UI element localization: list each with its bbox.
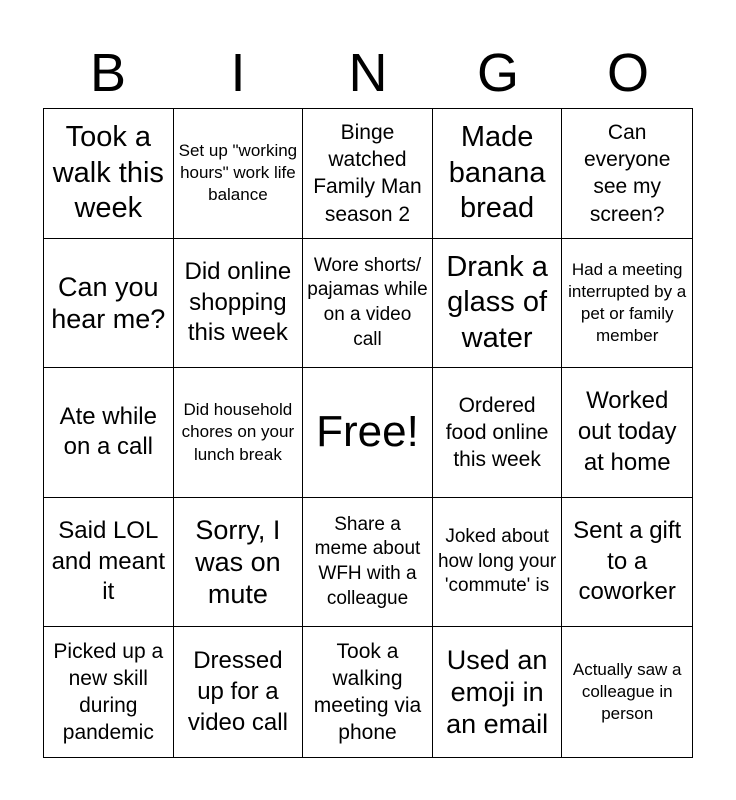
free-space-cell[interactable]	[303, 368, 433, 498]
cell-text: Did household chores on your lunch break	[181, 400, 295, 464]
bingo-cell[interactable]	[303, 627, 433, 757]
cell-text: Joked about how long your 'commute' is	[437, 526, 557, 597]
cell-text: Ordered food online this week	[445, 393, 549, 472]
cell-text: Used an emoji in an email	[446, 644, 549, 740]
cell-text: Binge watched Family Man season 2	[313, 120, 422, 226]
bingo-cell[interactable]	[44, 109, 174, 239]
bingo-cell[interactable]	[562, 368, 692, 498]
header-letter-b: B	[89, 43, 127, 103]
bingo-board	[43, 108, 693, 758]
bingo-cell[interactable]	[44, 627, 174, 757]
cell-text: Made banana bread	[448, 121, 546, 224]
bingo-cell[interactable]	[303, 109, 433, 239]
bingo-cell[interactable]	[174, 109, 304, 239]
bingo-cell[interactable]	[562, 109, 692, 239]
bingo-cell[interactable]	[303, 498, 433, 628]
bingo-cell[interactable]	[433, 109, 563, 239]
bingo-header	[43, 40, 693, 106]
bingo-cell[interactable]	[433, 627, 563, 757]
cell-text: Can you hear me?	[51, 271, 166, 334]
cell-text: Dressed up for a video call	[187, 647, 288, 736]
header-letter-g: G	[476, 43, 519, 103]
cell-text: Worked out today at home	[577, 387, 677, 476]
cell-text: Ate while on a call	[59, 402, 157, 461]
cell-text: Set up "working hours" work life balance	[178, 141, 298, 205]
cell-text: Wore shorts/ pajamas while on a video call	[307, 254, 428, 350]
bingo-cell[interactable]	[174, 368, 304, 498]
cell-text: Took a walking meeting via phone	[313, 639, 422, 745]
free-space-text: Free!	[316, 407, 419, 457]
bingo-cell[interactable]	[174, 498, 304, 628]
bingo-cell[interactable]	[174, 239, 304, 369]
bingo-cell[interactable]	[303, 239, 433, 369]
cell-text: Share a meme about WFH with a colleague	[314, 513, 421, 609]
cell-text: Took a walk this week	[52, 121, 164, 224]
cell-text: Actually saw a colleague in person	[572, 660, 682, 724]
header-letter-n: N	[348, 43, 388, 103]
cell-text: Sent a gift to a coworker	[573, 517, 682, 606]
bingo-cell[interactable]	[44, 368, 174, 498]
bingo-cell[interactable]	[562, 239, 692, 369]
header-letter-i: I	[230, 43, 246, 103]
bingo-cell[interactable]	[433, 498, 563, 628]
bingo-cell[interactable]	[562, 627, 692, 757]
cell-text: Sorry, I was on mute	[195, 514, 281, 610]
header-letter-o: O	[606, 43, 649, 103]
bingo-cell[interactable]	[174, 627, 304, 757]
cell-text: Did online shopping this week	[184, 257, 292, 347]
cell-text: Drank a glass of water	[446, 250, 548, 354]
cell-text: Can everyone see my screen?	[584, 120, 671, 226]
bingo-cell[interactable]	[433, 239, 563, 369]
bingo-cell[interactable]	[44, 239, 174, 369]
cell-text: Said LOL and meant it	[51, 517, 165, 606]
bingo-cell[interactable]	[44, 498, 174, 628]
bingo-cell[interactable]	[433, 368, 563, 498]
bingo-cell[interactable]	[562, 498, 692, 628]
cell-text: Picked up a new skill during pandemic	[53, 639, 164, 745]
cell-text: Had a meeting interrupted by a pet or family member	[568, 259, 687, 345]
